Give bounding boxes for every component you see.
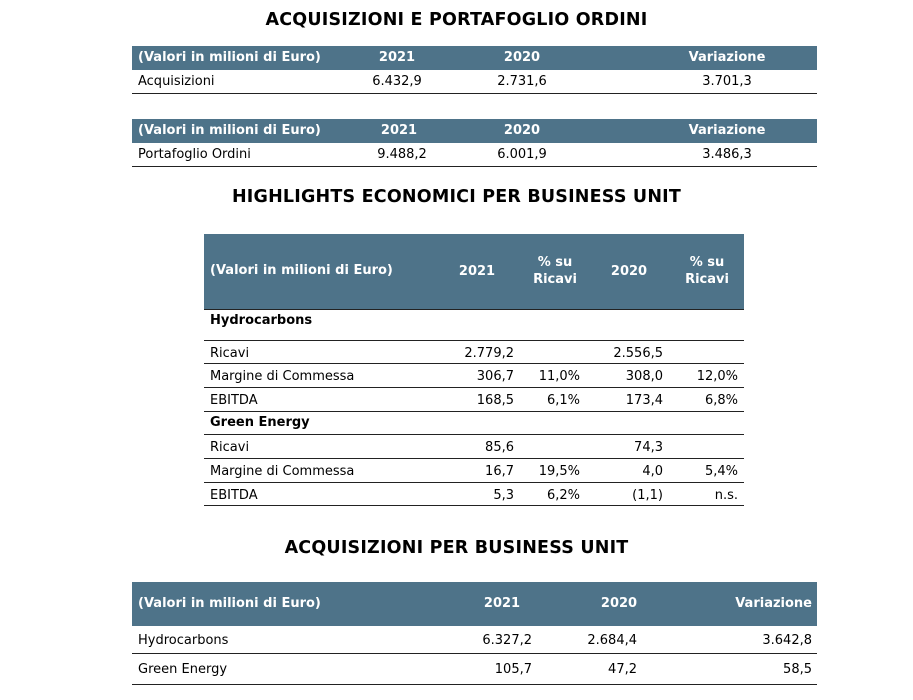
portafoglio-table — [132, 119, 817, 167]
row-label: EBITDA — [210, 393, 258, 408]
section1-title: ACQUISIZIONI E PORTAFOGLIO ORDINI — [265, 10, 648, 30]
table-row — [204, 364, 744, 388]
table-row — [132, 70, 817, 94]
table-header — [132, 46, 817, 70]
cell-variazione: 58,5 — [783, 662, 812, 677]
header-2020: 2020 — [503, 50, 541, 65]
header-pct1-line2: Ricavi — [533, 272, 577, 287]
header-2021: 2021 — [483, 596, 521, 611]
group-row-green-energy — [204, 412, 744, 435]
cell-2020: 4,0 — [642, 464, 663, 479]
cell-pct2: n.s. — [714, 488, 738, 503]
table-row — [204, 435, 744, 459]
cell-2021: 6.432,9 — [372, 74, 422, 89]
table-row — [204, 341, 744, 364]
header-variazione: Variazione — [688, 123, 766, 138]
row-label: Ricavi — [210, 440, 250, 455]
cell-variazione: 3.701,3 — [702, 74, 752, 89]
cell-2021: 16,7 — [485, 464, 514, 479]
table-header — [204, 234, 744, 309]
table-row — [204, 459, 744, 483]
row-label: Margine di Commessa — [210, 464, 355, 479]
cell-2020: 74,3 — [634, 440, 663, 455]
acquisizioni-table — [132, 46, 817, 94]
row-label: Acquisizioni — [138, 74, 215, 89]
header-label: (Valori in milioni di Euro) — [138, 123, 321, 138]
table-row — [132, 626, 817, 654]
header-variazione: Variazione — [735, 596, 812, 611]
row-label: Margine di Commessa — [210, 369, 355, 384]
cell-variazione: 3.486,3 — [702, 147, 752, 162]
cell-pct2: 12,0% — [696, 369, 738, 384]
highlights-table — [204, 234, 744, 506]
header-pct1-line1: % su — [537, 255, 573, 270]
table-row — [204, 388, 744, 412]
header-2021: 2021 — [378, 50, 416, 65]
table-row — [132, 654, 817, 685]
cell-2020: 2.731,6 — [497, 74, 547, 89]
group-label: Hydrocarbons — [210, 313, 313, 328]
cell-2021: 85,6 — [485, 440, 514, 455]
header-label: (Valori in milioni di Euro) — [138, 596, 321, 611]
header-2021: 2021 — [380, 123, 418, 138]
cell-2021: 306,7 — [476, 369, 514, 384]
section3-title: ACQUISIZIONI PER BUSINESS UNIT — [284, 538, 629, 558]
table-header — [132, 582, 817, 626]
row-label: Green Energy — [138, 662, 228, 677]
header-pct2-line2: Ricavi — [685, 272, 729, 287]
cell-pct1: 11,0% — [538, 369, 580, 384]
header-2020: 2020 — [610, 264, 648, 279]
cell-pct1: 6,1% — [546, 393, 580, 408]
cell-variazione: 3.642,8 — [762, 633, 812, 648]
cell-2021: 105,7 — [494, 662, 532, 677]
row-label: Hydrocarbons — [138, 633, 229, 648]
acquisizioni-bu-table — [132, 582, 817, 685]
group-row-hydrocarbons — [204, 309, 744, 341]
cell-2021: 168,5 — [476, 393, 514, 408]
header-variazione: Variazione — [688, 50, 766, 65]
table-header — [132, 119, 817, 143]
header-2021: 2021 — [458, 264, 496, 279]
cell-2020: (1,1) — [632, 488, 663, 503]
cell-2020: 6.001,9 — [497, 147, 547, 162]
cell-2021: 5,3 — [493, 488, 514, 503]
cell-pct1: 19,5% — [538, 464, 580, 479]
cell-2020: 2.684,4 — [587, 633, 637, 648]
header-2020: 2020 — [600, 596, 638, 611]
cell-2020: 2.556,5 — [613, 346, 663, 361]
cell-2021: 9.488,2 — [377, 147, 427, 162]
cell-pct2: 5,4% — [704, 464, 738, 479]
table-row — [132, 143, 817, 167]
row-label: Ricavi — [210, 346, 250, 361]
cell-2021: 6.327,2 — [482, 633, 532, 648]
cell-2021: 2.779,2 — [464, 346, 514, 361]
row-label: EBITDA — [210, 488, 258, 503]
header-pct2-line1: % su — [689, 255, 725, 270]
cell-2020: 173,4 — [625, 393, 663, 408]
header-label: (Valori in milioni di Euro) — [138, 50, 321, 65]
group-label: Green Energy — [210, 415, 310, 430]
table-row — [204, 483, 744, 506]
row-label: Portafoglio Ordini — [138, 147, 251, 162]
section2-title: HIGHLIGHTS ECONOMICI PER BUSINESS UNIT — [231, 187, 682, 207]
cell-pct1: 6,2% — [546, 488, 580, 503]
cell-2020: 308,0 — [625, 369, 663, 384]
header-2020: 2020 — [503, 123, 541, 138]
cell-pct2: 6,8% — [704, 393, 738, 408]
cell-2020: 47,2 — [608, 662, 637, 677]
header-label: (Valori in milioni di Euro) — [210, 263, 393, 278]
